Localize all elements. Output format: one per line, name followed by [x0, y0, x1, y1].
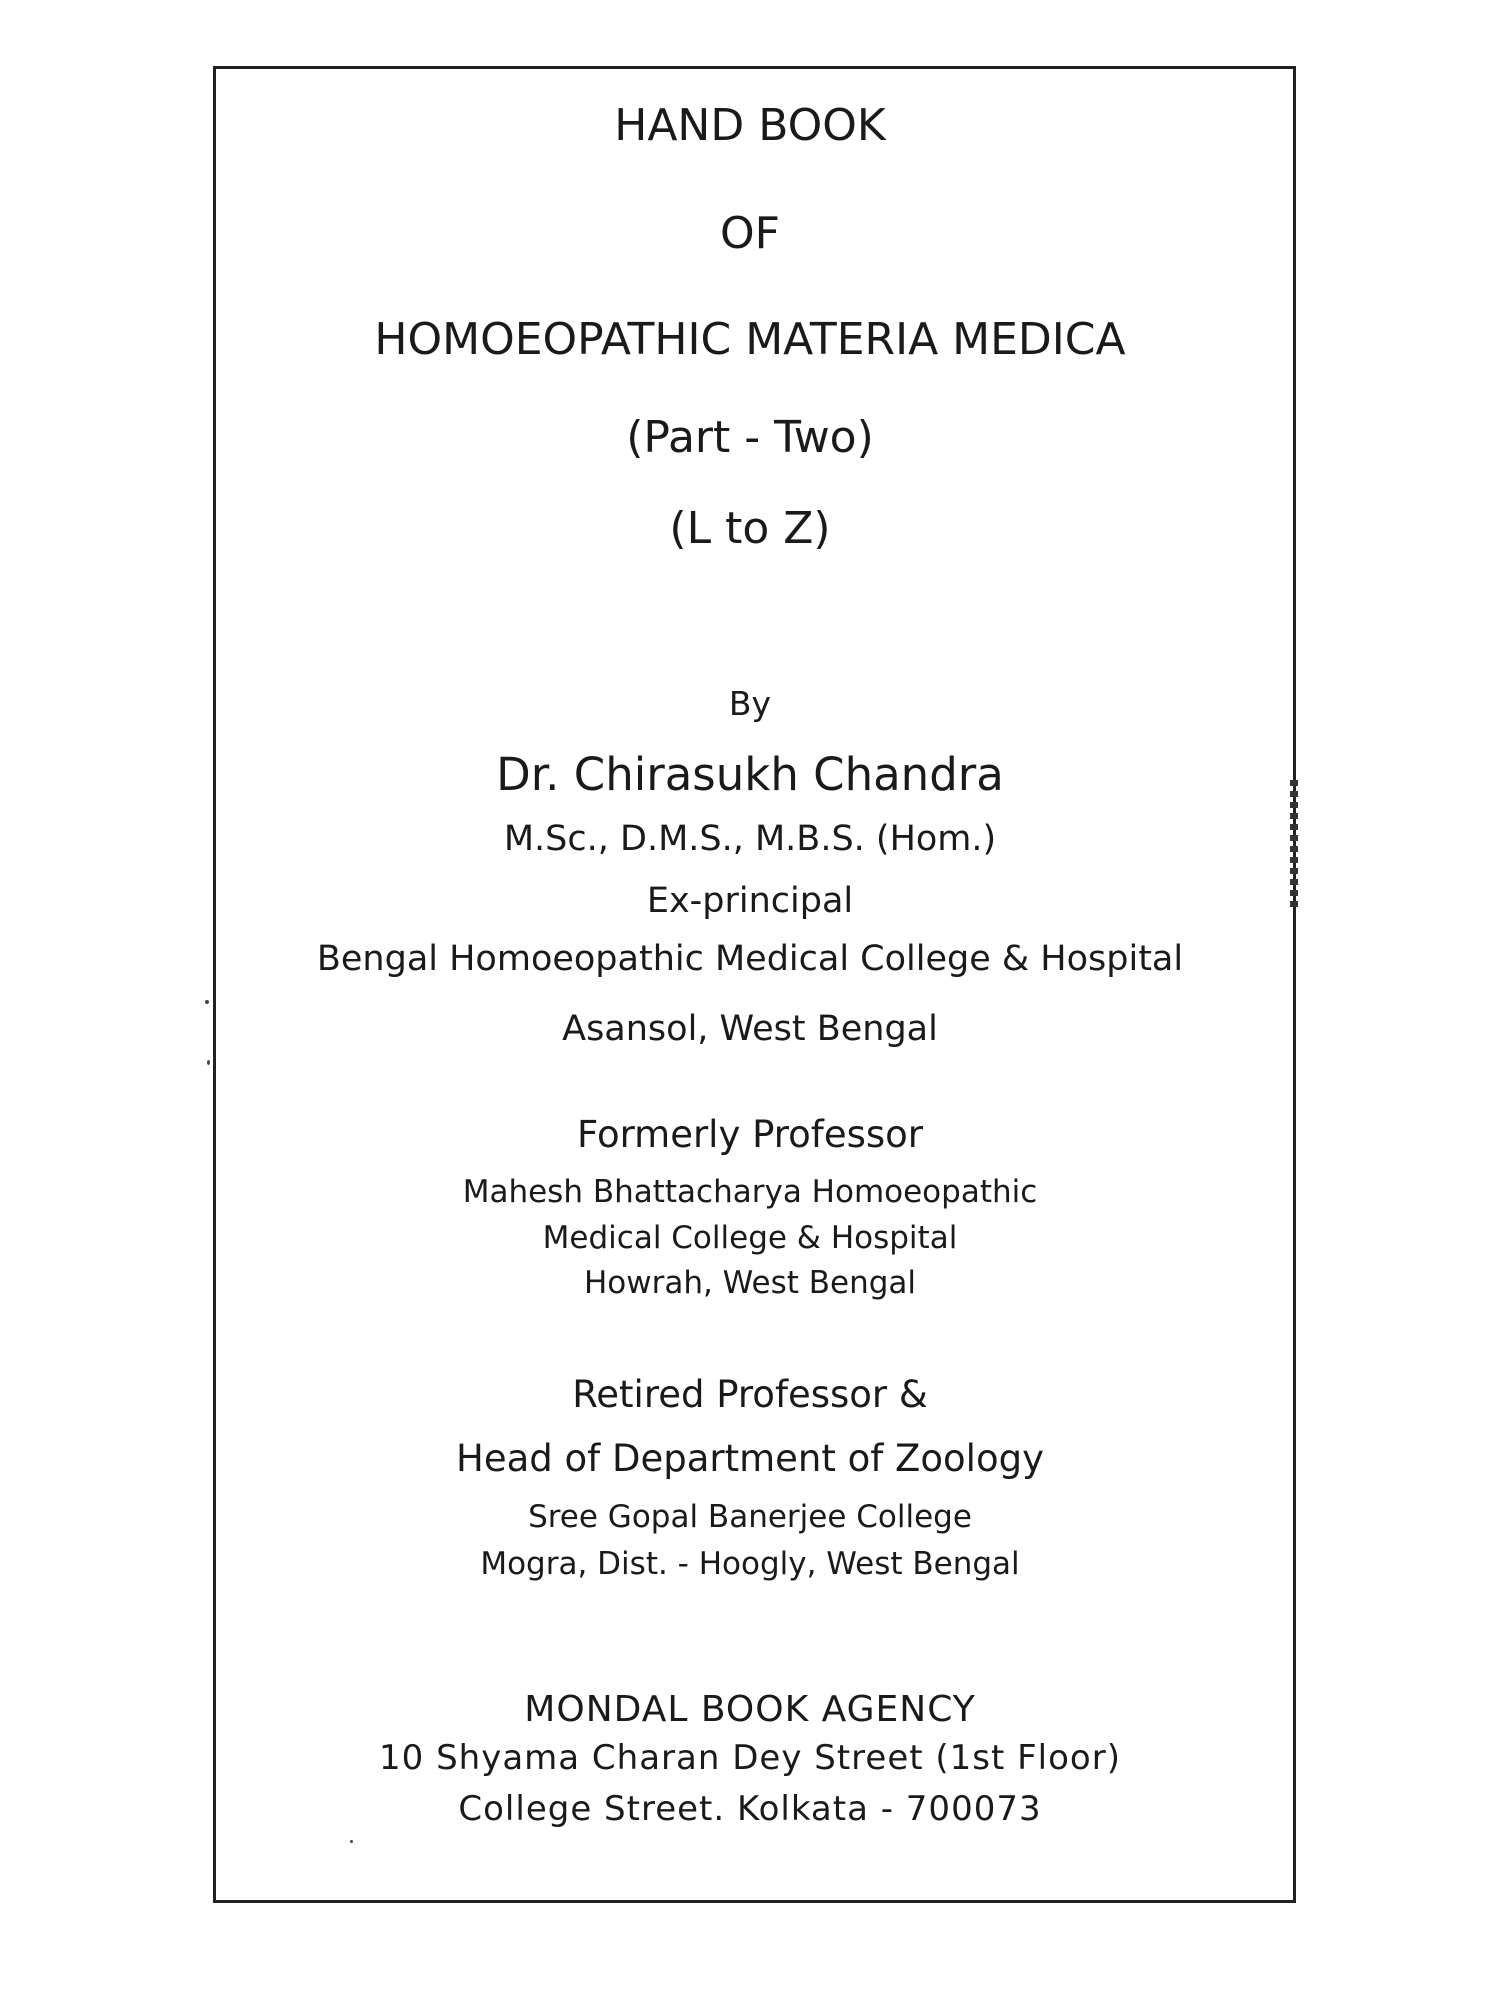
- part-label: (Part - Two): [626, 412, 874, 463]
- location-howrah: Howrah, West Bengal: [583, 1265, 917, 1301]
- author-degrees: M.Sc., D.M.S., M.B.S. (Hom.): [503, 819, 997, 859]
- scan-speck: [350, 1840, 353, 1843]
- title-line-2: OF: [720, 208, 780, 259]
- publisher-name: MONDAL BOOK AGENCY: [524, 1689, 976, 1730]
- position-retired-professor: Retired Professor &: [572, 1373, 928, 1416]
- location-mogra: Mogra, Dist. - Hoogly, West Bengal: [480, 1546, 1020, 1582]
- scan-speck: [205, 1000, 209, 1004]
- institution-mahesh-line-2: Medical College & Hospital: [542, 1220, 958, 1256]
- range-label: (L to Z): [669, 503, 831, 554]
- publisher-address-line-2: College Street. Kolkata - 700073: [458, 1789, 1042, 1829]
- publisher-address-line-1: 10 Shyama Charan Dey Street (1st Floor): [379, 1738, 1121, 1778]
- author-name: Dr. Chirasukh Chandra: [496, 748, 1004, 801]
- title-line-1: HAND BOOK: [614, 100, 886, 151]
- scan-speck: [207, 1060, 210, 1065]
- position-head-of-department: Head of Department of Zoology: [456, 1437, 1044, 1480]
- institution-sree-gopal: Sree Gopal Banerjee College: [528, 1499, 972, 1535]
- title-line-3: HOMOEOPATHIC MATERIA MEDICA: [374, 314, 1126, 365]
- institution-bengal: Bengal Homoeopathic Medical College & Hospital: [316, 939, 1184, 979]
- institution-mahesh-line-1: Mahesh Bhattacharya Homoeopathic: [462, 1174, 1038, 1210]
- position-formerly-professor: Formerly Professor: [576, 1113, 923, 1156]
- by-label: By: [728, 684, 772, 723]
- position-ex-principal: Ex-principal: [646, 881, 854, 921]
- location-asansol: Asansol, West Bengal: [562, 1009, 938, 1049]
